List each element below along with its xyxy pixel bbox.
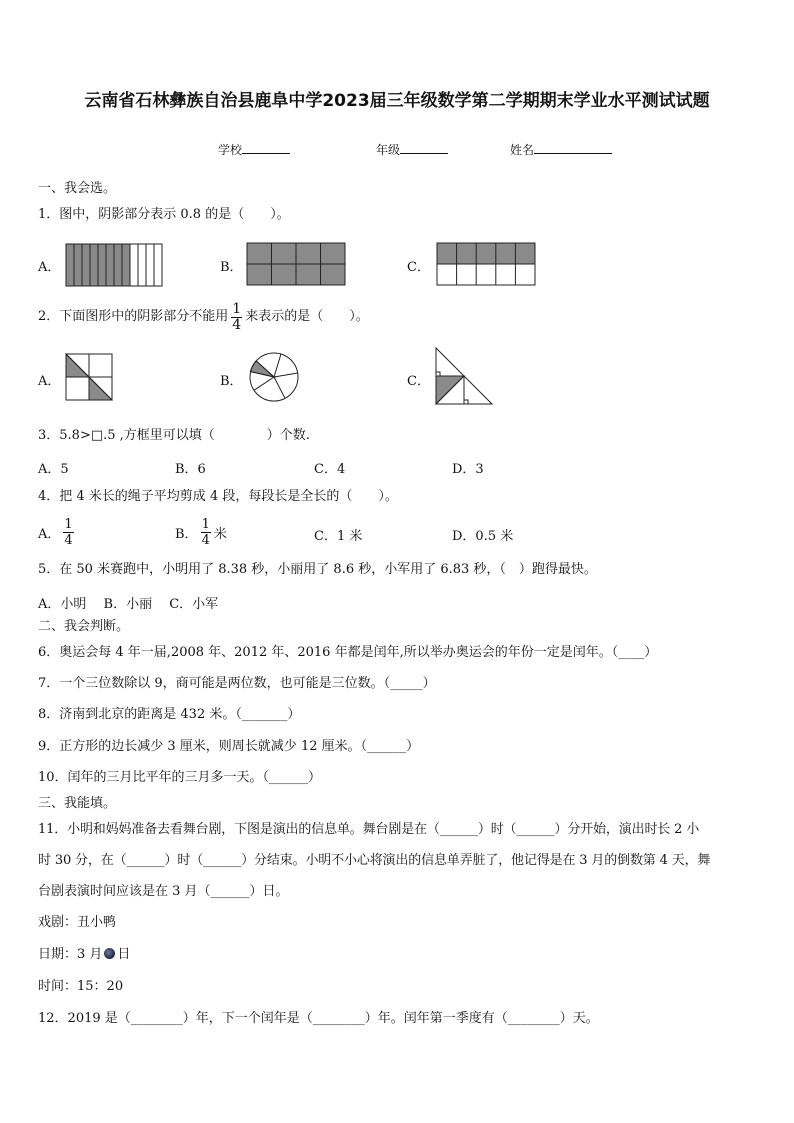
q4-option-a-label: A． [38,526,61,542]
grade-label: 年级 [376,143,401,157]
q11-date-before: 日期：3 月 [38,947,103,962]
section-3-heading: 三、我能填。 [38,796,117,811]
q4-option-b[interactable] [175,513,227,551]
question-7[interactable]: 7．一个三位数除以 9，商可能是两位数，也可能是三位数。（_____） [38,676,436,691]
q11-date-after: 日 [117,947,131,962]
question-9[interactable]: 9．正方形的边长减少 3 厘米，则周长就减少 12 厘米。（______） [38,739,420,754]
q4-option-b-label: B． [175,526,198,542]
question-8[interactable]: 8．济南到北京的距离是 432 米。（_______） [38,707,301,722]
q1-option-a-label[interactable]: A． [38,260,61,275]
q2-figure-a[interactable] [66,354,112,400]
q1-figure-b[interactable] [247,243,345,285]
q4-option-b-denominator: 4 [201,532,210,548]
q2-text-before: 2．下面图形中的阴影部分不能用 [38,309,229,324]
q11-time-info: 时间：15：20 [38,979,124,994]
q2-text-after: 来表示的是（ ）。 [245,309,369,324]
question-6[interactable]: 6．奥运会每 4 年一届,2008 年、2012 年、2016 年都是闰年,所以举办奥运会的年份一定是闰年。（____） [38,645,658,660]
q1-figure-c[interactable] [437,243,535,285]
q2-fraction-numerator: 1 [232,300,242,317]
q4-option-a-denominator: 4 [64,532,73,548]
q2-option-a-label[interactable]: A． [38,374,61,389]
question-10[interactable]: 10．闰年的三月比平年的三月多一天。（______） [38,770,322,785]
q2-fraction [231,302,242,333]
q2-option-c-label[interactable]: C． [407,374,430,389]
school-blank[interactable] [242,141,290,154]
section-2-heading: 二、我会判断。 [38,619,130,634]
section-1-heading: 一、我会选。 [38,181,117,196]
name-field[interactable] [510,141,612,158]
question-3: 3．5.8>□.5 ,方框里可以填（ ）个数. [38,428,310,443]
q11-drama-info: 戏剧：丑小鸭 [38,915,117,930]
q4-option-c[interactable]: C．1 米 [314,529,363,544]
q4-option-d[interactable]: D．0.5 米 [452,529,514,544]
q4-option-b-numerator: 1 [201,516,210,532]
grade-field[interactable] [376,141,448,158]
q5-options[interactable]: A．小明 B．小丽 C．小军 [38,597,219,612]
q1-figure-a[interactable] [66,244,162,286]
school-label: 学校 [218,143,243,157]
page-title: 云南省石林彝族自治县鹿阜中学2023届三年级数学第二学期期末学业水平测试试题 [84,91,710,111]
question-5: 5．在 50 米赛跑中，小明用了 8.38 秒，小丽用了 8.6 秒，小军用了 6.83 秒，（ ）跑得最快。 [38,562,597,577]
q4-option-b-unit: 米 [213,526,227,542]
question-4: 4．把 4 米长的绳子平均剪成 4 段，每段长是全长的（ ）。 [38,489,398,504]
q3-option-b[interactable]: B．6 [175,462,206,477]
question-11-line-1[interactable]: 11．小明和妈妈准备去看舞台剧，下图是演出的信息单。舞台剧是在（______）时（______）分开始，演出时长 2 小 [38,822,700,837]
q2-fraction-denominator: 4 [232,316,242,333]
q4-option-a[interactable] [38,513,77,551]
q1-option-b-label[interactable]: B． [220,260,243,275]
q2-figure-b[interactable] [250,353,298,401]
grade-blank[interactable] [400,141,448,154]
q4-option-a-fraction [63,517,73,548]
question-2 [38,302,369,332]
q11-date-info [38,947,130,963]
q2-figure-c[interactable] [436,348,492,404]
q3-option-a[interactable]: A．5 [38,462,69,477]
question-1: 1．图中，阴影部分表示 0.8 的是（ ）。 [38,207,290,222]
q3-option-d[interactable]: D．3 [452,462,484,477]
q3-option-c[interactable]: C．4 [314,462,346,477]
school-field[interactable] [218,141,290,158]
q4-option-b-fraction [201,517,211,548]
question-12[interactable]: 12．2019 是（________）年，下一个闰年是（________）年。闰年第一季度有（________）天。 [38,1011,599,1026]
name-blank[interactable] [534,141,612,154]
question-11-line-2[interactable]: 时 30 分，在（______）时（______）分结束。小明不小心将演出的信息单弄脏了，他记得是在 3 月的倒数第 4 天，舞 [38,853,711,868]
q4-option-a-numerator: 1 [64,516,73,532]
q1-option-c-label[interactable]: C． [407,260,430,275]
question-11-line-3[interactable]: 台剧表演时间应该是在 3 月（______）日。 [38,884,289,899]
ink-stain-icon [104,948,115,959]
q2-option-b-label[interactable]: B． [220,374,243,389]
name-label: 姓名 [510,143,535,157]
